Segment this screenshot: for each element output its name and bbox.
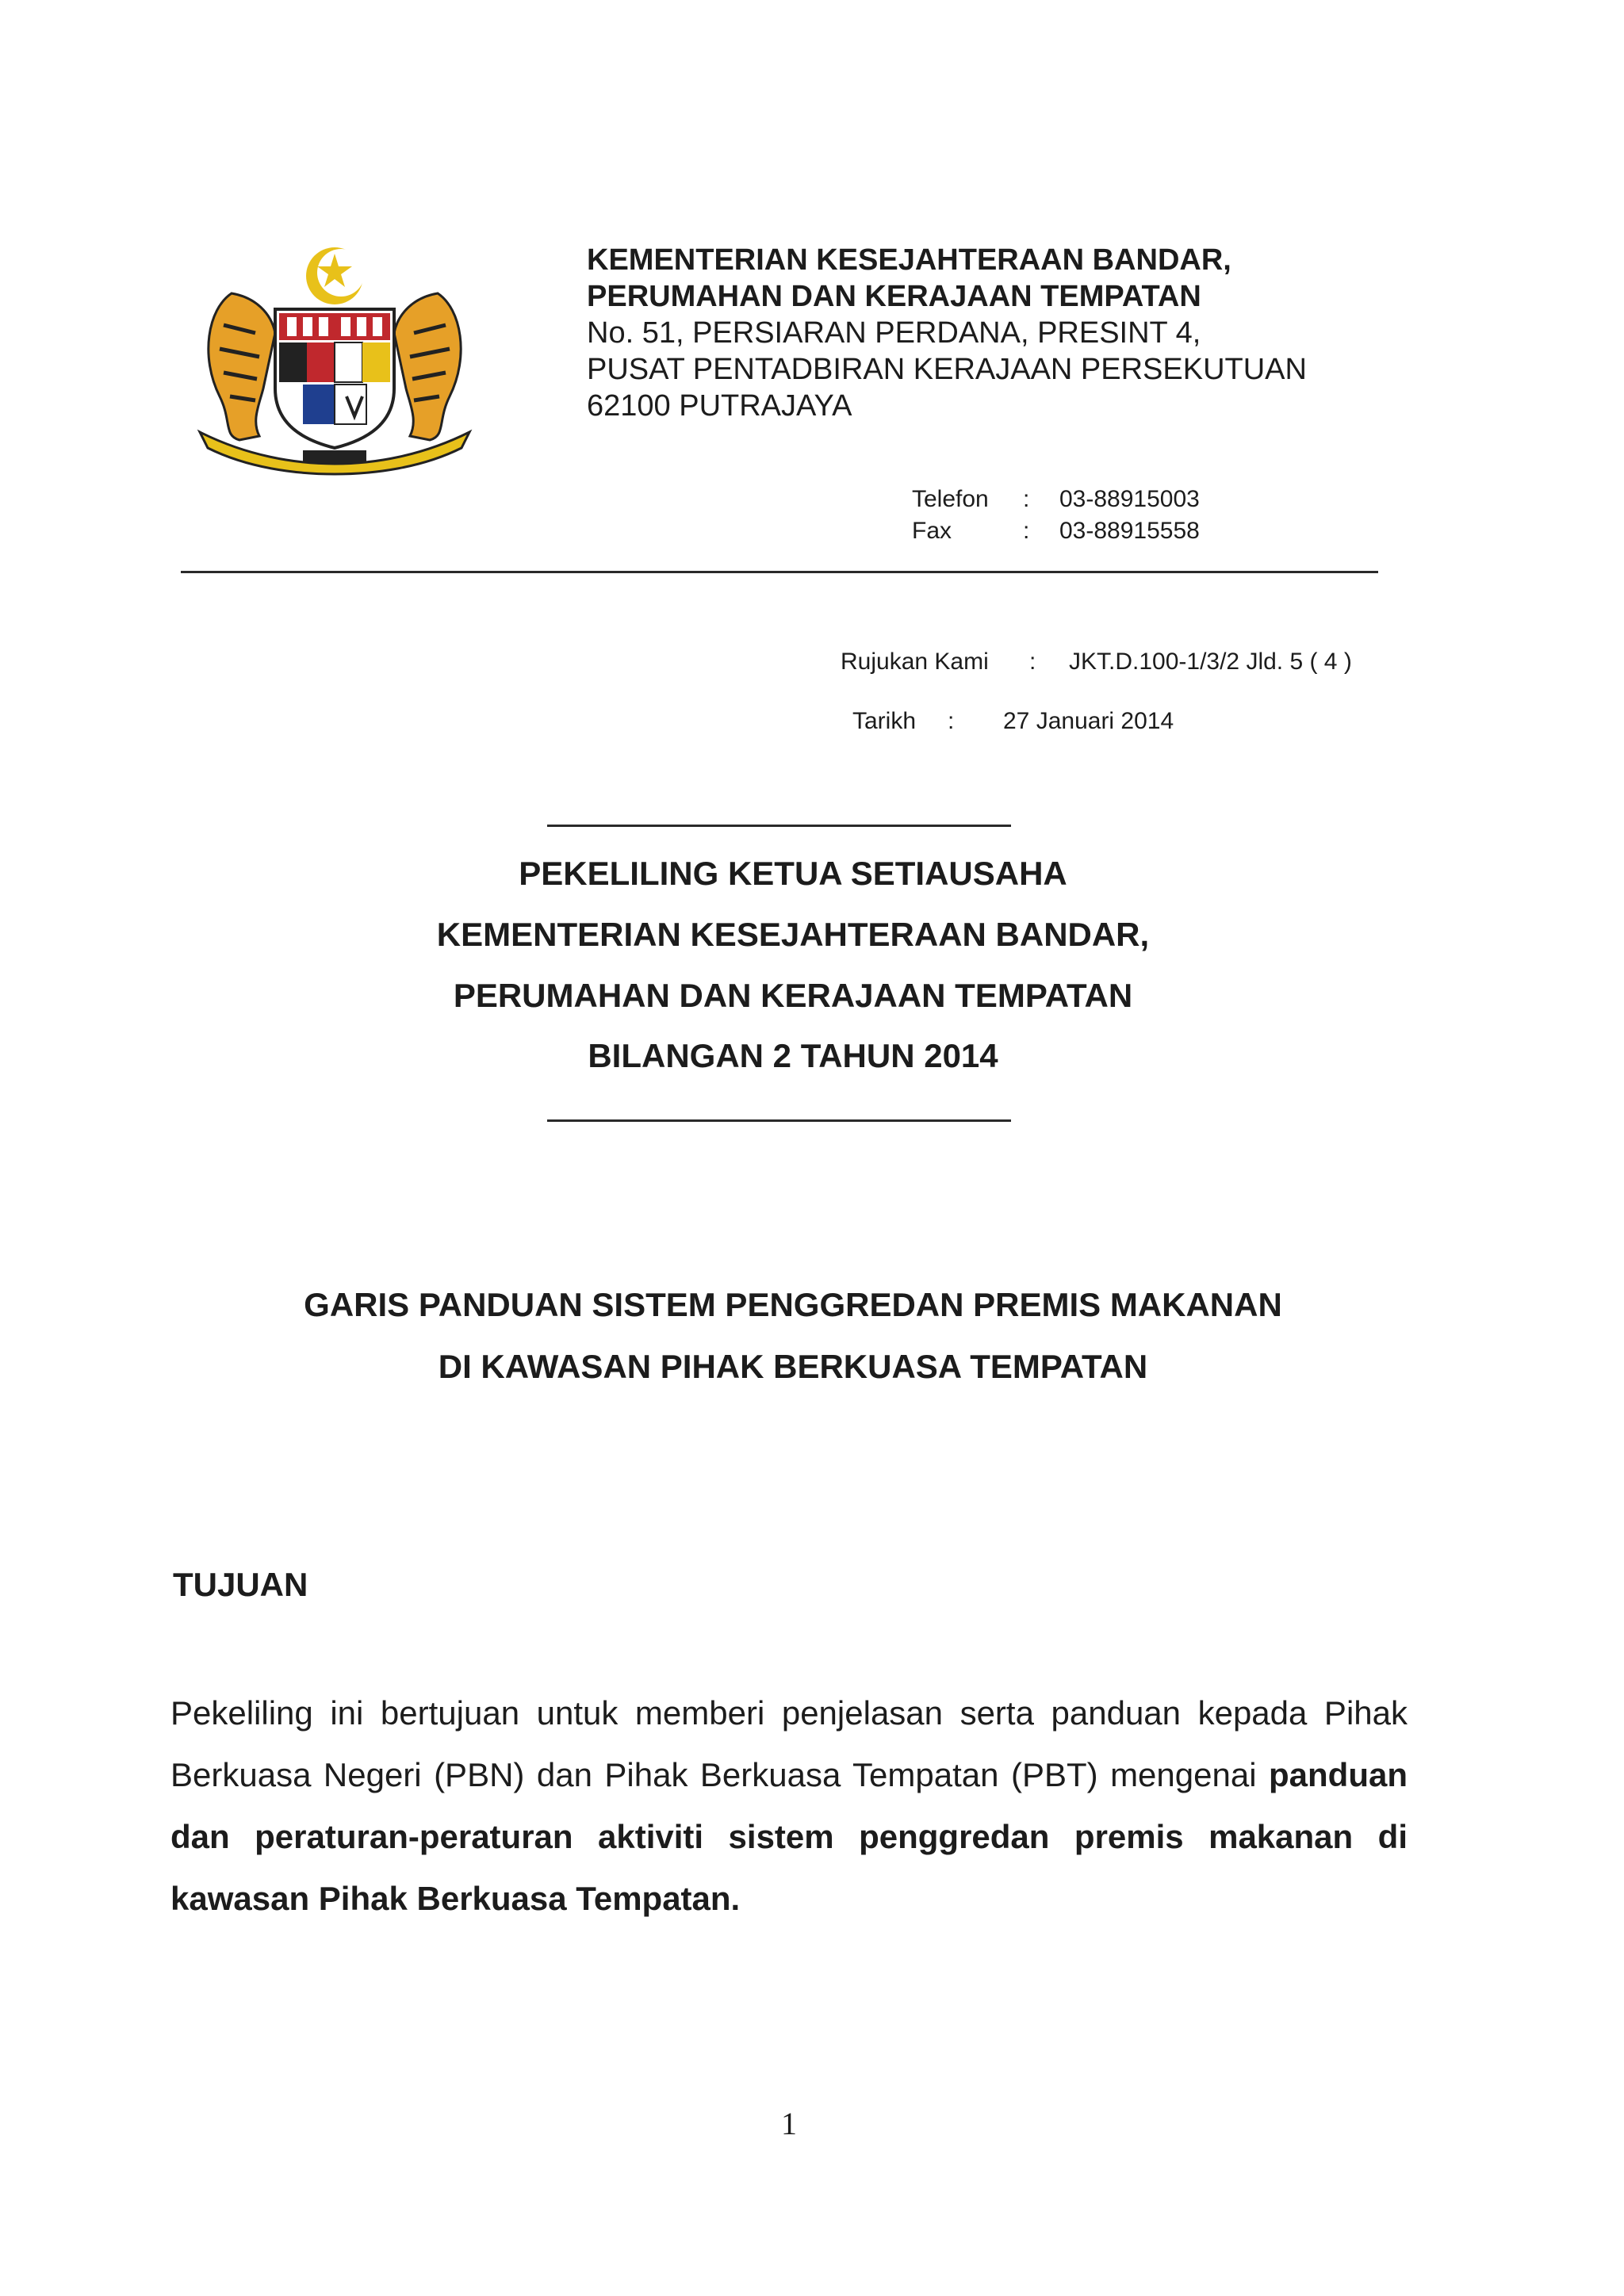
address-line2: PUSAT PENTADBIRAN KERAJAAN PERSEKUTUAN <box>587 353 1307 386</box>
paragraph-plain-text: Pekeliling ini bertujuan untuk memberi penjelasan serta panduan kepada Pihak Berkuasa Negeri (PBN) dan Pihak Berkuasa Tempatan (PBT) mengenai <box>170 1694 1408 1793</box>
subject-line2: DI KAWASAN PIHAK BERKUASA TEMPATAN <box>438 1348 1148 1385</box>
circular-title-line4: BILANGAN 2 TAHUN 2014 <box>588 1037 998 1074</box>
date-value: 27 Januari 2014 <box>1003 708 1174 734</box>
phone-label: Telefon <box>912 486 989 512</box>
address-line3: 62100 PUTRAJAYA <box>587 389 852 423</box>
fax-separator: : <box>1023 518 1030 544</box>
phone-value: 03-88915003 <box>1059 486 1200 512</box>
phone-row <box>912 484 1200 515</box>
page-number: 1 <box>781 2106 797 2141</box>
fax-label: Fax <box>912 518 952 544</box>
reference-separator: : <box>1029 649 1036 675</box>
subject-line1: GARIS PANDUAN SISTEM PENGGREDAN PREMIS MAKANAN <box>304 1286 1282 1323</box>
reference-value: JKT.D.100-1/3/2 Jld. 5 ( 4 ) <box>1069 649 1352 675</box>
circular-title-line1: PEKELILING KETUA SETIAUSAHA <box>519 855 1067 892</box>
reference-label: Rujukan Kami <box>841 649 989 675</box>
paragraph-bold-text: panduan dan peraturan-peraturan aktiviti sistem penggredan premis makanan di kawasan Pihak Berkuasa Tempatan. <box>170 1756 1408 1917</box>
coat-of-arms-logo <box>184 238 485 476</box>
title-rule-bottom <box>547 1119 1011 1122</box>
title-rule-top <box>547 825 1011 827</box>
fax-value: 03-88915558 <box>1059 518 1200 544</box>
date-row <box>852 708 1174 735</box>
date-label: Tarikh <box>852 708 917 734</box>
section-paragraph <box>170 1682 1408 1930</box>
circular-title-line2: KEMENTERIAN KESEJAHTERAAN BANDAR, <box>436 916 1150 953</box>
contact-block <box>912 484 1200 547</box>
reference-row <box>841 649 1352 675</box>
address-line1: No. 51, PERSIARAN PERDANA, PRESINT 4, <box>587 316 1201 350</box>
section-heading: TUJUAN <box>173 1566 308 1603</box>
ministry-name-line2: PERUMAHAN DAN KERAJAAN TEMPATAN <box>587 280 1201 313</box>
ministry-name-line1: KEMENTERIAN KESEJAHTERAAN BANDAR, <box>587 243 1231 277</box>
date-separator: : <box>948 708 955 734</box>
circular-title-line3: PERUMAHAN DAN KERAJAAN TEMPATAN <box>453 977 1133 1014</box>
letterhead-divider <box>181 571 1378 573</box>
phone-separator: : <box>1023 486 1030 512</box>
fax-row <box>912 515 1200 547</box>
letterhead-address <box>587 242 1307 424</box>
